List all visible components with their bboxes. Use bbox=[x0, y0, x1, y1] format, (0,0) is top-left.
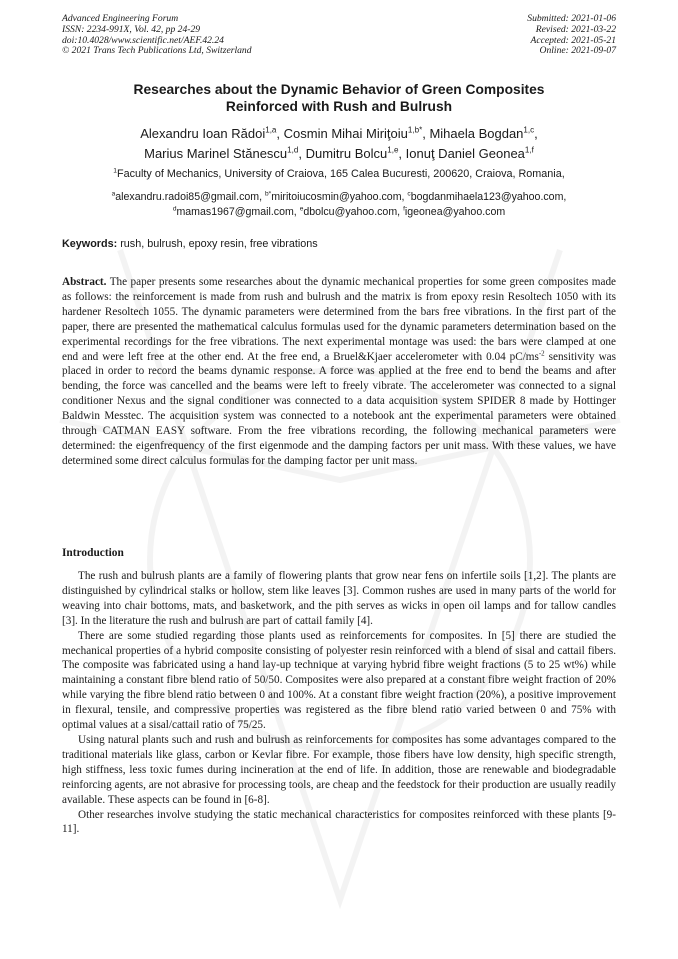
issn-line: ISSN: 2234-991X, Vol. 42, pp 24-29 bbox=[62, 23, 201, 35]
email-mark: d bbox=[172, 204, 177, 212]
abstract-label: Abstract. bbox=[62, 276, 107, 288]
email-link[interactable]: miritoiucosmin@yahoo.com, bbox=[271, 191, 405, 203]
abstract-text-1: The paper presents some researches about the dynamic mechanical properties for some green composites made as follows: the reinforcement is made from rush and bulrush and the matrix is from epoxy resin Resoltech 1050 with its hardener Resoltech 1055. The dynamic parameters were determined from the bars free vibrations. In the first part of the paper, there are presented the mathematical calculus formulas used for the dynamic parameters determination based on the experimental recordings for the free vibrations. The next experimental montage was used: the bars were clamped at one end and were left free at the other end. At the free end, a Bruel&Kjaer accelerometer with 0.04 pC/ms bbox=[62, 276, 616, 363]
author-list bbox=[62, 124, 616, 163]
email-mark: f bbox=[403, 204, 405, 212]
email-mark: c bbox=[407, 190, 411, 198]
intro-paragraph: Using natural plants such and rush and bulrush as reinforcements for composites has some advantages compared to the traditional materials like glass, carbon or Kevlar fibre. For example, those fibers have low density, high specific strength, high stiffness, less toxic fumes during incineration at the end of life. In addition, those are renewable and biodegradable reinforcing agents, are not abrasive for processing tools, are cheap and the feedstock for their production are usually readily available. These aspects can be found in [6-8]. bbox=[62, 733, 616, 806]
submitted-date: Submitted: 2021-01-06 bbox=[527, 13, 616, 24]
affiliation-text: Faculty of Mechanics, University of Craiova, 165 Calea Bucuresti, 200620, Craiova, Romania, bbox=[117, 168, 565, 180]
author-affiliation-mark: 1,f bbox=[524, 145, 534, 155]
email-list bbox=[62, 190, 616, 219]
abstract bbox=[62, 275, 616, 469]
intro-paragraph: Other researches involve studying the static mechanical characteristics for composites reinforced with these plants [9-11]. bbox=[62, 808, 616, 836]
keywords-label: Keywords: bbox=[62, 238, 118, 250]
author-name: Ionuţ Daniel Geonea bbox=[405, 145, 525, 161]
unit-exponent: -2 bbox=[538, 348, 545, 357]
keywords bbox=[62, 238, 616, 251]
author-affiliation-mark: 1,b* bbox=[407, 125, 423, 135]
email-mark: a bbox=[111, 190, 116, 198]
paper-title bbox=[62, 82, 616, 115]
email-link[interactable]: dbolcu@yahoo.com, bbox=[303, 205, 401, 218]
author-affiliation-mark: 1,d bbox=[287, 145, 299, 155]
affiliation-mark: 1 bbox=[113, 167, 118, 175]
author-affiliation-mark: 1,e bbox=[387, 145, 399, 155]
abstract-text-2: sensitivity was placed in order to record the beams dynamic response. A force was applied at the free end to bend the beams and after bending, the force was cancelled and the beams were left to freely vibrate. The accelerometer was connected to a signal conditioner Nexus and the signal conditioner was connected to a data acquisition system SPIDER 8 made by Hottinger Baldwin Messtec. The acquisition system was connected to a notebook ant the experimental parameters were obtained through CATMAN EASY software. From the free vibrations recording, the following mechanical parameters were determined: the eigenfrequency of the first eigenmode and the damping factors per unit mass. With these values, we have determined some direct calculus formulas for the damping factor per unit mass. bbox=[62, 350, 616, 467]
online-date: Online: 2021-09-07 bbox=[539, 45, 616, 57]
author-name: Dumitru Bolcu bbox=[305, 145, 388, 161]
journal-info bbox=[62, 14, 252, 57]
doi-line[interactable]: doi:10.4028/www.scientific.net/AEF.42.24 bbox=[62, 34, 224, 46]
introduction-body bbox=[62, 569, 616, 837]
keywords-text: rush, bulrush, epoxy resin, free vibrations bbox=[117, 238, 318, 250]
author-name: Alexandru Ioan Rădoi bbox=[140, 126, 266, 141]
author-affiliation-mark: 1,c bbox=[523, 125, 535, 135]
intro-paragraph: The rush and bulrush plants are a family of flowering plants that grow near fens on infertile soils [1,2]. The plants are distinguished by cylindrical stalks or hollow, stem like leaves [3]. Common rushes are used in many parts of the world for weaving into chair bottoms, mats, and basketwork, and the pith serves as wicks in open oil lamps and for tallow candles [3]. In the literature the rush and bulrush are part of cattail family [4]. bbox=[62, 570, 616, 627]
affiliation bbox=[62, 168, 616, 181]
publication-dates bbox=[527, 14, 616, 57]
email-mark: e bbox=[299, 204, 304, 212]
title-line-2: Reinforced with Rush and Bulrush bbox=[225, 98, 453, 114]
accepted-date: Accepted: 2021-05-21 bbox=[530, 34, 616, 46]
author-name: Mihaela Bogdan bbox=[429, 126, 524, 141]
email-link[interactable]: igeonea@yahoo.com bbox=[404, 205, 506, 218]
author-line-1: Alexandru Ioan Rădoi$^{1,a}$, Cosmin Mihai Miriţoiu$^{1,b*}$, Mihaela Bogdan$^{1,c}$, bbox=[140, 125, 538, 141]
journal-header bbox=[62, 14, 616, 57]
journal-name: Advanced Engineering Forum bbox=[62, 13, 179, 24]
email-line-2 bbox=[62, 205, 616, 220]
abstract-paragraph bbox=[62, 275, 616, 469]
author-name: Cosmin Mihai Miriţoiu bbox=[283, 126, 408, 141]
introduction-heading: Introduction bbox=[62, 547, 124, 559]
email-line-1 bbox=[62, 190, 616, 205]
intro-paragraph: There are some studied regarding those plants used as reinforcements for composites. In [5] there are studied the mechanical properties of a hybrid composite consisting of polyester resin reinforced with a blend of sisal and cattail fibers. The composite was fabricated using a hand lay-up technique at varying hybrid fibre weight fractions (5 to 25 wt%) while maintaining a constant fibre blend ratio of 50/50. Composites were also prepared at a constant fibre weight fraction of 20% while varying the fibre blend ratio between 0 and 100%. At a constant fibre weight fraction (20%), a positive improvement in flexural, tensile, and compressive properties was registered as the fibre blend ratio varied between 0 and 75% with optimal values at a sisal/cattail ratio of 75/25. bbox=[62, 629, 616, 732]
author-line-2: Marius Marinel Stănescu$^{1,d}$, Dumitru Bolcu$^{1,e}$, Ionuţ Daniel Geonea$^{1,f}$ bbox=[144, 145, 534, 161]
author-name: Marius Marinel Stănescu bbox=[144, 145, 288, 161]
email-mark: b* bbox=[265, 190, 272, 198]
email-link[interactable]: mamas1967@gmail.com, bbox=[176, 205, 297, 218]
email-link[interactable]: bogdanmihaela123@yahoo.com, bbox=[410, 191, 567, 203]
title-line-1: Researches about the Dynamic Behavior of Green Composites bbox=[133, 82, 545, 97]
email-link[interactable]: alexandru.radoi85@gmail.com, bbox=[115, 191, 263, 203]
revised-date: Revised: 2021-03-22 bbox=[535, 23, 616, 35]
copyright-line: © 2021 Trans Tech Publications Ltd, Switzerland bbox=[62, 45, 252, 57]
author-affiliation-mark: 1,a bbox=[265, 125, 277, 135]
